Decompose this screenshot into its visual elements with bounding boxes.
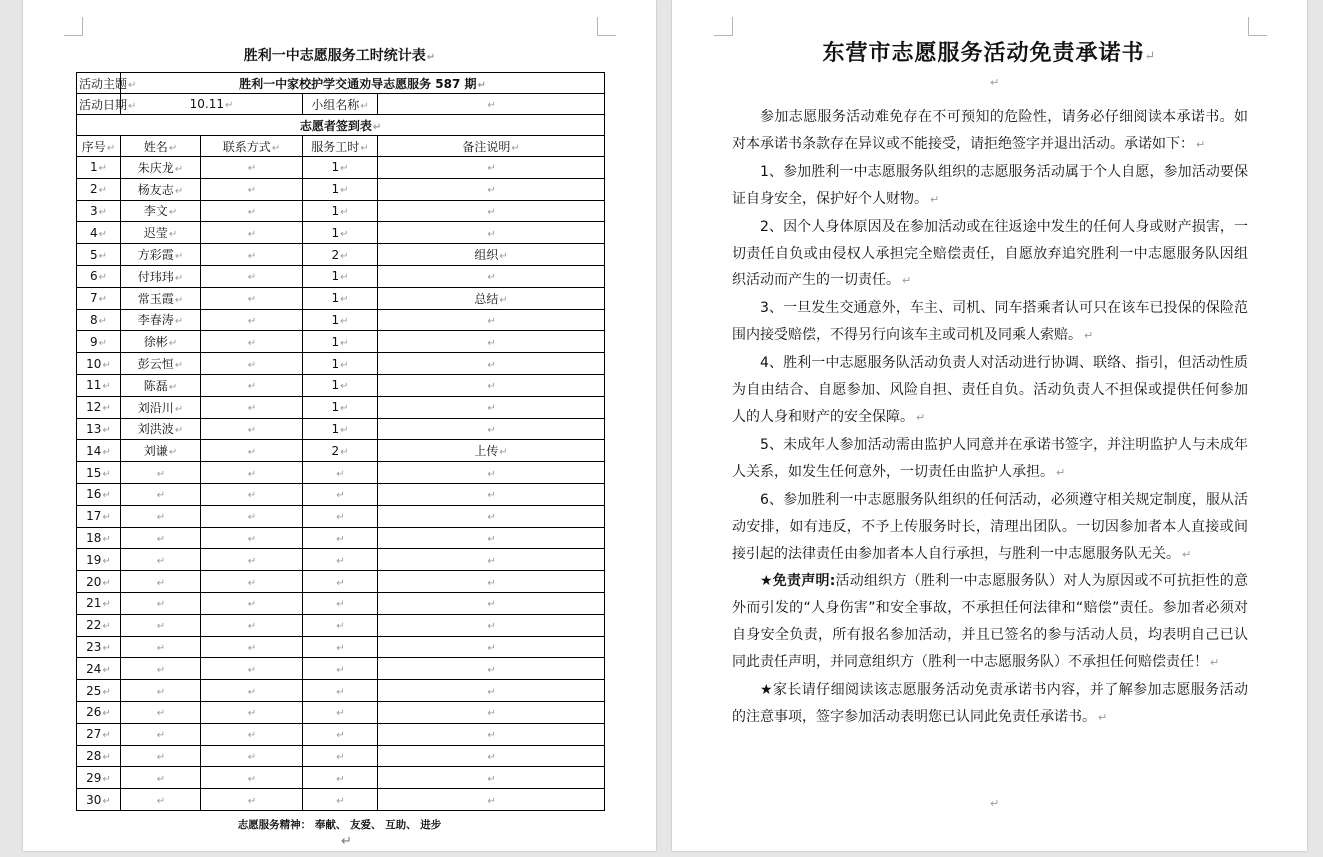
row-number-cell: 11↵	[77, 374, 121, 396]
column-header-note: 备注说明↵	[378, 136, 605, 157]
table-row	[77, 571, 605, 593]
letter-paragraph: ★免责声明:活动组织方（胜利一中志愿服务队）对人为原因或不可抗拒性的意外而引发的“人身伤害”和安全事故，不承担任何法律和“赔偿”责任。参加者必须对自身安全负责，所有报名参加活动，并且已签名的参与活动人员，均表明自己已认同此责任声明，并同意组织方（胜利一中志愿服务队）不承担任何赔偿责任！ ↵	[732, 573, 1249, 671]
contact-info-cell: ↵	[201, 745, 303, 767]
remark-cell: ↵	[378, 636, 605, 658]
contact-info-cell: ↵	[201, 592, 303, 614]
volunteer-name-cell: ↵	[121, 723, 201, 745]
service-hours-cell: 1↵	[303, 222, 378, 244]
row-number-cell: 19↵	[77, 549, 121, 571]
signin-title: 志愿者签到表↵	[77, 115, 605, 136]
column-header-name: 姓名↵	[121, 136, 201, 157]
letter-paragraph: 1、参加胜利一中志愿服务队组织的志愿服务活动属于个人自愿，参加活动要保证自身安全，保护好个人财物。 ↵	[732, 163, 1248, 207]
table-row	[77, 767, 605, 789]
contact-info-cell: ↵	[201, 353, 303, 375]
service-hours-cell: ↵	[303, 549, 378, 571]
contact-info-cell: ↵	[201, 483, 303, 505]
remark-cell: ↵	[378, 614, 605, 636]
service-hours-cell: ↵	[303, 614, 378, 636]
paragraph-mark: ↵	[990, 797, 1000, 810]
margin-corner-top-right	[1248, 17, 1267, 36]
service-hours-cell: 1↵	[303, 157, 378, 179]
row-number-cell: 9↵	[77, 331, 121, 353]
contact-info-cell: ↵	[201, 680, 303, 702]
service-hours-cell: 1↵	[303, 418, 378, 440]
letter-paragraph: 4、胜利一中志愿服务队活动负责人对活动进行协调、联络、指引，但活动性质为自由结合、自愿参加、风险自担、责任自负。活动负责人不担保或提供任何参加人的人身和财产的安全保障。 ↵	[732, 355, 1248, 425]
contact-info-cell: ↵	[201, 767, 303, 789]
service-hours-cell: ↵	[303, 701, 378, 723]
row-number-cell: 27↵	[77, 723, 121, 745]
date-label: 活动日期↵	[77, 94, 121, 115]
remark-cell: ↵	[378, 483, 605, 505]
row-number-cell: 4↵	[77, 222, 121, 244]
row-number-cell: 24↵	[77, 658, 121, 680]
row-number-cell: 12↵	[77, 396, 121, 418]
service-hours-cell: 2↵	[303, 440, 378, 462]
volunteer-name-cell: 陈磊↵	[121, 374, 201, 396]
column-header-contact: 联系方式↵	[201, 136, 303, 157]
contact-info-cell: ↵	[201, 222, 303, 244]
column-header-hours: 服务工时↵	[303, 136, 378, 157]
page-left	[23, 0, 656, 851]
table-row	[77, 287, 605, 309]
row-number-cell: 23↵	[77, 636, 121, 658]
table-row	[77, 265, 605, 287]
volunteer-name-cell: ↵	[121, 527, 201, 549]
contact-info-cell: ↵	[201, 396, 303, 418]
letter-paragraph: 参加志愿服务活动难免存在不可预知的危险性，请务必仔细阅读本承诺书。如对本承诺书条款存在异议或不能接受，请拒绝签字并退出活动。承诺如下： ↵	[732, 109, 1248, 152]
row-number-cell: 1↵	[77, 157, 121, 179]
margin-corner-top-left	[714, 17, 733, 36]
table-row	[77, 178, 605, 200]
row-number-cell: 29↵	[77, 767, 121, 789]
page-right	[672, 0, 1307, 851]
row-number-cell: 18↵	[77, 527, 121, 549]
service-hours-cell: ↵	[303, 723, 378, 745]
table-row	[77, 680, 605, 702]
volunteer-name-cell: 刘洪波↵	[121, 418, 201, 440]
remark-cell: 组织↵	[378, 244, 605, 266]
table-row	[77, 614, 605, 636]
row-number-cell: 7↵	[77, 287, 121, 309]
volunteer-name-cell: ↵	[121, 505, 201, 527]
remark-cell: ↵	[378, 200, 605, 222]
volunteer-name-cell: 彭云恒↵	[121, 353, 201, 375]
row-number-cell: 6↵	[77, 265, 121, 287]
remark-cell: ↵	[378, 462, 605, 484]
table-row	[77, 592, 605, 614]
service-hours-cell: 1↵	[303, 353, 378, 375]
topic-value: 胜利一中家校护学交通劝导志愿服务 587 期↵	[121, 73, 605, 94]
row-number-cell: 20↵	[77, 571, 121, 593]
volunteer-name-cell: 刘谦↵	[121, 440, 201, 462]
contact-info-cell: ↵	[201, 701, 303, 723]
disclaimer-label: ★免责声明:	[760, 573, 836, 590]
table-row	[77, 745, 605, 767]
volunteer-name-cell: ↵	[121, 701, 201, 723]
volunteer-name-cell: ↵	[121, 571, 201, 593]
row-number-cell: 30↵	[77, 789, 121, 811]
service-hours-cell: 1↵	[303, 200, 378, 222]
service-hours-cell: ↵	[303, 483, 378, 505]
group-label: 小组名称↵	[303, 94, 378, 115]
service-hours-cell: ↵	[303, 636, 378, 658]
contact-info-cell: ↵	[201, 723, 303, 745]
contact-info-cell: ↵	[201, 265, 303, 287]
table-row	[77, 353, 605, 375]
margin-corner-top-right	[597, 17, 616, 36]
paragraph-mark: ↵	[990, 76, 1000, 89]
contact-info-cell: ↵	[201, 331, 303, 353]
column-header-no: 序号↵	[77, 136, 121, 157]
row-number-cell: 26↵	[77, 701, 121, 723]
volunteer-name-cell: 李文↵	[121, 200, 201, 222]
paragraph-mark: ↵	[341, 834, 352, 849]
remark-cell: ↵	[378, 265, 605, 287]
table-row	[77, 309, 605, 331]
remark-cell: ↵	[378, 592, 605, 614]
remark-cell: ↵	[378, 549, 605, 571]
remark-cell: 上传↵	[378, 440, 605, 462]
remark-cell: ↵	[378, 374, 605, 396]
contact-info-cell: ↵	[201, 200, 303, 222]
service-hours-cell: ↵	[303, 462, 378, 484]
volunteer-name-cell: 杨友志↵	[121, 178, 201, 200]
service-hours-cell: ↵	[303, 571, 378, 593]
row-number-cell: 21↵	[77, 592, 121, 614]
remark-cell: ↵	[378, 331, 605, 353]
row-number-cell: 5↵	[77, 244, 121, 266]
row-number-cell: 28↵	[77, 745, 121, 767]
table-row	[77, 374, 605, 396]
volunteer-name-cell: ↵	[121, 680, 201, 702]
volunteer-name-cell: ↵	[121, 483, 201, 505]
service-hours-cell: 1↵	[303, 396, 378, 418]
contact-info-cell: ↵	[201, 178, 303, 200]
remark-cell: ↵	[378, 680, 605, 702]
service-hours-cell: ↵	[303, 745, 378, 767]
service-hours-cell: 1↵	[303, 265, 378, 287]
remark-cell: ↵	[378, 222, 605, 244]
remark-cell: ↵	[378, 178, 605, 200]
margin-corner-top-left	[64, 17, 83, 36]
volunteer-name-cell: ↵	[121, 614, 201, 636]
contact-info-cell: ↵	[201, 658, 303, 680]
service-hours-cell: ↵	[303, 767, 378, 789]
table-row	[77, 462, 605, 484]
service-hours-cell: ↵	[303, 680, 378, 702]
contact-info-cell: ↵	[201, 614, 303, 636]
contact-info-cell: ↵	[201, 571, 303, 593]
table-row	[77, 331, 605, 353]
table-row	[77, 701, 605, 723]
volunteer-name-cell: ↵	[121, 636, 201, 658]
letter-title: 东营市志愿服务活动免责承诺书↵	[822, 40, 1157, 66]
remark-cell: 总结↵	[378, 287, 605, 309]
table-row	[77, 222, 605, 244]
service-hours-cell: 1↵	[303, 309, 378, 331]
service-hours-cell: ↵	[303, 658, 378, 680]
letter-body	[732, 104, 1248, 732]
table-row	[77, 789, 605, 811]
row-number-cell: 25↵	[77, 680, 121, 702]
volunteer-hours-table	[76, 72, 605, 811]
volunteer-name-cell: 迟莹↵	[121, 222, 201, 244]
volunteer-name-cell: 方彩霞↵	[121, 244, 201, 266]
letter-paragraph: 6、参加胜利一中志愿服务队组织的任何活动，必须遵守相关规定制度，服从活动安排，如有违反，不予上传服务时长，清理出团队。一切因参加者本人直接或间接引起的法律责任由参加者本人自行承担，与胜利一中志愿服务队无关。 ↵	[732, 491, 1248, 562]
table-row	[77, 505, 605, 527]
volunteer-name-cell: ↵	[121, 592, 201, 614]
table-row	[77, 636, 605, 658]
contact-info-cell: ↵	[201, 374, 303, 396]
row-number-cell: 15↵	[77, 462, 121, 484]
remark-cell: ↵	[378, 789, 605, 811]
contact-info-cell: ↵	[201, 244, 303, 266]
contact-info-cell: ↵	[201, 287, 303, 309]
service-hours-cell: ↵	[303, 789, 378, 811]
contact-info-cell: ↵	[201, 505, 303, 527]
volunteer-name-cell: ↵	[121, 789, 201, 811]
service-hours-cell: 1↵	[303, 374, 378, 396]
row-number-cell: 13↵	[77, 418, 121, 440]
remark-cell: ↵	[378, 571, 605, 593]
contact-info-cell: ↵	[201, 440, 303, 462]
volunteer-name-cell: ↵	[121, 462, 201, 484]
row-number-cell: 16↵	[77, 483, 121, 505]
table-row	[77, 440, 605, 462]
volunteer-name-cell: 付玮玮↵	[121, 265, 201, 287]
remark-cell: ↵	[378, 723, 605, 745]
row-number-cell: 14↵	[77, 440, 121, 462]
table-row	[77, 418, 605, 440]
service-hours-cell: 1↵	[303, 178, 378, 200]
volunteer-spirit: 志愿服务精神： 奉献、 友爱、 互助、 进步	[237, 819, 442, 831]
contact-info-cell: ↵	[201, 418, 303, 440]
table-row	[77, 658, 605, 680]
contact-info-cell: ↵	[201, 157, 303, 179]
row-number-cell: 3↵	[77, 200, 121, 222]
service-hours-cell: 1↵	[303, 331, 378, 353]
remark-cell: ↵	[378, 658, 605, 680]
form-title: 胜利一中志愿服务工时统计表↵	[243, 48, 436, 64]
remark-cell: ↵	[378, 701, 605, 723]
table-row	[77, 396, 605, 418]
service-hours-cell: ↵	[303, 527, 378, 549]
remark-cell: ↵	[378, 396, 605, 418]
volunteer-name-cell: 徐彬↵	[121, 331, 201, 353]
letter-paragraph: ★家长请仔细阅读该志愿服务活动免责承诺书内容，并了解参加志愿服务活动的注意事项，签字参加活动表明您已认同此免责任承诺书。 ↵	[732, 682, 1248, 725]
row-number-cell: 2↵	[77, 178, 121, 200]
contact-info-cell: ↵	[201, 549, 303, 571]
volunteer-name-cell: 李春涛↵	[121, 309, 201, 331]
table-row	[77, 244, 605, 266]
volunteer-name-cell: ↵	[121, 549, 201, 571]
table-row	[77, 157, 605, 179]
volunteer-name-cell: 常玉霞↵	[121, 287, 201, 309]
remark-cell: ↵	[378, 418, 605, 440]
service-hours-cell: 2↵	[303, 244, 378, 266]
topic-label: 活动主题↵	[77, 73, 121, 94]
contact-info-cell: ↵	[201, 789, 303, 811]
table-row	[77, 549, 605, 571]
volunteer-name-cell: 朱庆龙↵	[121, 157, 201, 179]
remark-cell: ↵	[378, 745, 605, 767]
remark-cell: ↵	[378, 505, 605, 527]
letter-paragraph: 2、因个人身体原因及在参加活动或在往返途中发生的任何人身或财产损害，一切责任自负或由侵权人承担完全赔偿责任，自愿放弃追究胜利一中志愿服务队因组织活动而产生的一切责任。 ↵	[732, 218, 1248, 289]
table-row	[77, 200, 605, 222]
row-number-cell: 10↵	[77, 353, 121, 375]
remark-cell: ↵	[378, 353, 605, 375]
service-hours-cell: ↵	[303, 592, 378, 614]
group-value: ↵	[378, 94, 605, 115]
table-row	[77, 483, 605, 505]
contact-info-cell: ↵	[201, 527, 303, 549]
table-row	[77, 723, 605, 745]
contact-info-cell: ↵	[201, 309, 303, 331]
remark-cell: ↵	[378, 309, 605, 331]
volunteer-name-cell: ↵	[121, 658, 201, 680]
table-row	[77, 527, 605, 549]
remark-cell: ↵	[378, 157, 605, 179]
row-number-cell: 22↵	[77, 614, 121, 636]
letter-paragraph: 3、一旦发生交通意外，车主、司机、同车搭乘者认可只在该车已投保的保险范围内接受赔偿，不得另行向该车主或司机及同乘人索赔。 ↵	[732, 300, 1248, 344]
contact-info-cell: ↵	[201, 636, 303, 658]
letter-paragraph: 5、未成年人参加活动需由监护人同意并在承诺书签字，并注明监护人与未成年人关系，如发生任何意外，一切责任由监护人承担。 ↵	[732, 436, 1248, 480]
service-hours-cell: ↵	[303, 505, 378, 527]
volunteer-name-cell: 刘沿川↵	[121, 396, 201, 418]
service-hours-cell: 1↵	[303, 287, 378, 309]
remark-cell: ↵	[378, 767, 605, 789]
row-number-cell: 8↵	[77, 309, 121, 331]
volunteer-name-cell: ↵	[121, 745, 201, 767]
row-number-cell: 17↵	[77, 505, 121, 527]
date-value: 10.11↵	[121, 94, 303, 115]
remark-cell: ↵	[378, 527, 605, 549]
volunteer-name-cell: ↵	[121, 767, 201, 789]
contact-info-cell: ↵	[201, 462, 303, 484]
